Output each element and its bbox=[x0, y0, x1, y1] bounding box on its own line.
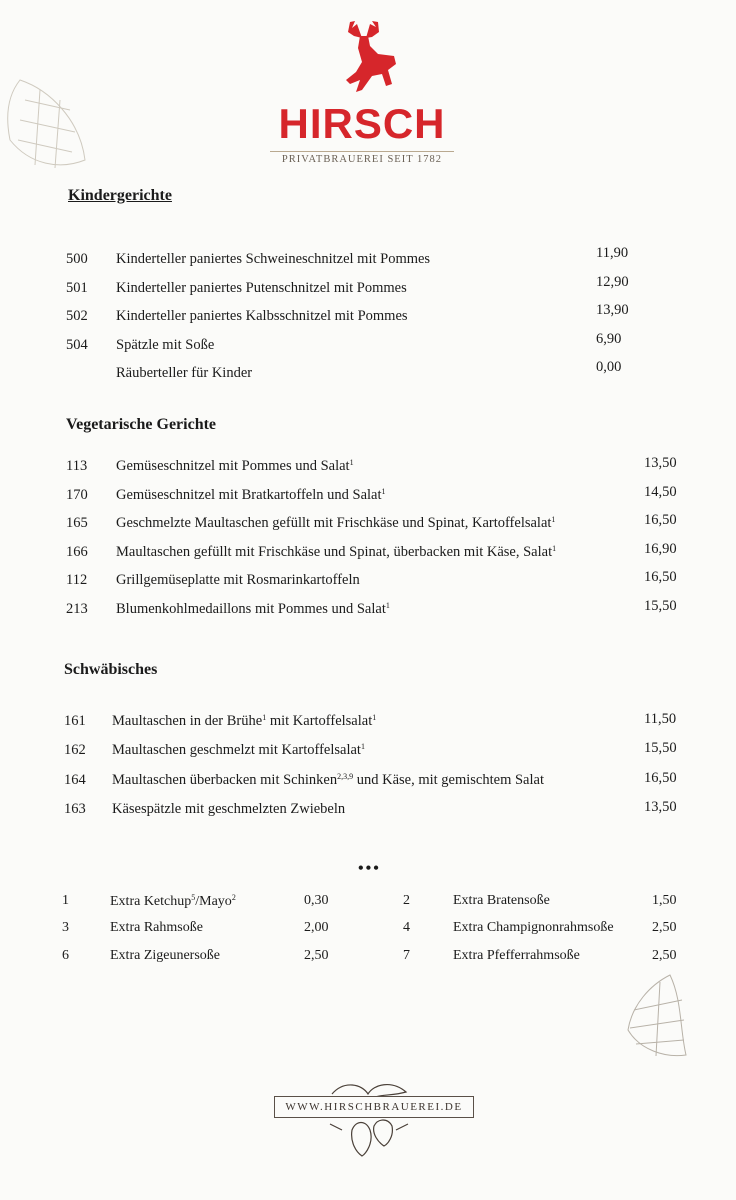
item-number: 502 bbox=[66, 308, 88, 324]
item-name: Spätzle mit Soße bbox=[116, 337, 215, 353]
menu-item bbox=[0, 359, 736, 387]
item-price: 16,50 bbox=[644, 512, 677, 528]
section-divider: ••• bbox=[358, 860, 381, 877]
hop-sketch-icon bbox=[620, 970, 690, 1065]
item-price: 6,90 bbox=[596, 331, 622, 347]
item-number: 162 bbox=[64, 742, 86, 758]
menu-item bbox=[0, 598, 736, 623]
extra-price: 2,00 bbox=[304, 920, 329, 935]
stag-icon bbox=[332, 20, 398, 100]
menu-item bbox=[0, 569, 736, 594]
brand-logo bbox=[270, 20, 460, 165]
item-number: 163 bbox=[64, 801, 86, 817]
item-price: 16,90 bbox=[644, 541, 677, 557]
menu-item bbox=[0, 455, 736, 480]
item-price: 0,00 bbox=[596, 359, 622, 375]
item-price: 13,50 bbox=[644, 455, 677, 471]
item-name: Geschmelzte Maultaschen gefüllt mit Frischkäse und Spinat, Kartoffelsalat$^1$ bbox=[116, 515, 556, 531]
item-name: Blumenkohlmedaillons mit Pommes und Salat$^1$ bbox=[116, 601, 390, 617]
extra-name: Extra Ketchup$^5$/Mayo$^2$ bbox=[110, 893, 236, 909]
item-name: Kinderteller paniertes Putenschnitzel mit Pommes bbox=[116, 280, 407, 296]
website-link[interactable]: WWW.HIRSCHBRAUEREI.DE bbox=[274, 1096, 474, 1118]
brand-name: HIRSCH bbox=[278, 100, 446, 147]
item-name: Käsespätzle mit geschmelzten Zwiebeln bbox=[112, 801, 346, 817]
item-name: Grillgemüseplatte mit Rosmarinkartoffeln bbox=[116, 572, 360, 588]
item-name: Kinderteller paniertes Kalbsschnitzel mit Pommes bbox=[116, 308, 408, 324]
item-number: 504 bbox=[66, 337, 88, 353]
item-name: Räuberteller für Kinder bbox=[116, 365, 253, 381]
extra-number: 7 bbox=[403, 948, 410, 963]
item-price: 16,50 bbox=[644, 569, 677, 585]
item-number: 170 bbox=[66, 487, 88, 503]
item-price: 12,90 bbox=[596, 274, 629, 290]
item-number: 165 bbox=[66, 515, 88, 531]
item-number: 500 bbox=[66, 251, 88, 267]
menu-item bbox=[0, 541, 736, 566]
item-price: 13,90 bbox=[596, 302, 629, 318]
item-number: 213 bbox=[66, 601, 88, 617]
item-price: 11,50 bbox=[644, 711, 677, 727]
item-name: Maultaschen überbacken mit Schinken$^{2,3,9}$ und Käse, mit gemischtem Salat bbox=[112, 772, 544, 788]
extra-name: Extra Champignonrahmsoße bbox=[453, 920, 614, 935]
extra-name: Extra Pfefferrahmsoße bbox=[453, 948, 580, 963]
extra-number: 6 bbox=[62, 948, 69, 963]
item-name: Maultaschen geschmelzt mit Kartoffelsalat$^1$ bbox=[112, 742, 365, 758]
item-number: 166 bbox=[66, 544, 88, 560]
item-price: 11,90 bbox=[596, 245, 629, 261]
extra-name: Extra Bratensoße bbox=[453, 893, 550, 908]
menu-item bbox=[0, 302, 736, 330]
item-number: 164 bbox=[64, 772, 86, 788]
menu-item bbox=[0, 742, 736, 764]
menu-item bbox=[0, 484, 736, 509]
item-price: 16,50 bbox=[644, 770, 677, 786]
menu-item bbox=[0, 772, 736, 794]
extra-name: Extra Rahmsoße bbox=[110, 920, 203, 935]
menu-item bbox=[0, 801, 736, 823]
hop-leaves-icon bbox=[322, 1080, 422, 1158]
item-number: 501 bbox=[66, 280, 88, 296]
item-name: Maultaschen in der Brühe$^1$ mit Kartoffelsalat$^1$ bbox=[112, 713, 377, 729]
item-price: 15,50 bbox=[644, 598, 677, 614]
menu-item bbox=[0, 512, 736, 537]
item-price: 14,50 bbox=[644, 484, 677, 500]
extra-price: 2,50 bbox=[652, 948, 677, 963]
extra-price: 2,50 bbox=[652, 920, 677, 935]
item-name: Kinderteller paniertes Schweineschnitzel mit Pommes bbox=[116, 251, 431, 267]
menu-item bbox=[0, 274, 736, 302]
item-price: 13,50 bbox=[644, 799, 677, 815]
menu-item bbox=[0, 713, 736, 735]
section-title-vegetarisch: Vegetarische Gerichte bbox=[66, 416, 217, 433]
item-price: 15,50 bbox=[644, 740, 677, 756]
extra-number: 4 bbox=[403, 920, 410, 935]
section-title-schwaebisches: Schwäbisches bbox=[64, 661, 158, 678]
item-number: 113 bbox=[66, 458, 88, 474]
menu-item bbox=[0, 331, 736, 359]
hop-sketch-icon bbox=[0, 70, 95, 190]
extra-price: 1,50 bbox=[652, 893, 677, 908]
extra-name: Extra Zigeunersoße bbox=[110, 948, 221, 963]
section-title-kindergerichte: Kindergerichte bbox=[68, 187, 172, 204]
item-name: Gemüseschnitzel mit Bratkartoffeln und Salat$^1$ bbox=[116, 487, 386, 503]
item-name: Gemüseschnitzel mit Pommes und Salat$^1$ bbox=[116, 458, 354, 474]
extra-price: 0,30 bbox=[304, 893, 329, 908]
extra-number: 2 bbox=[403, 893, 410, 908]
extra-number: 1 bbox=[62, 893, 69, 908]
item-number: 161 bbox=[64, 713, 86, 729]
brand-tagline: PRIVATBRAUEREI SEIT 1782 bbox=[270, 151, 454, 165]
item-number: 112 bbox=[66, 572, 88, 588]
extra-price: 2,50 bbox=[304, 948, 329, 963]
menu-item bbox=[0, 245, 736, 273]
item-name: Maultaschen gefüllt mit Frischkäse und Spinat, überbacken mit Käse, Salat$^1$ bbox=[116, 544, 557, 560]
extra-number: 3 bbox=[62, 920, 69, 935]
